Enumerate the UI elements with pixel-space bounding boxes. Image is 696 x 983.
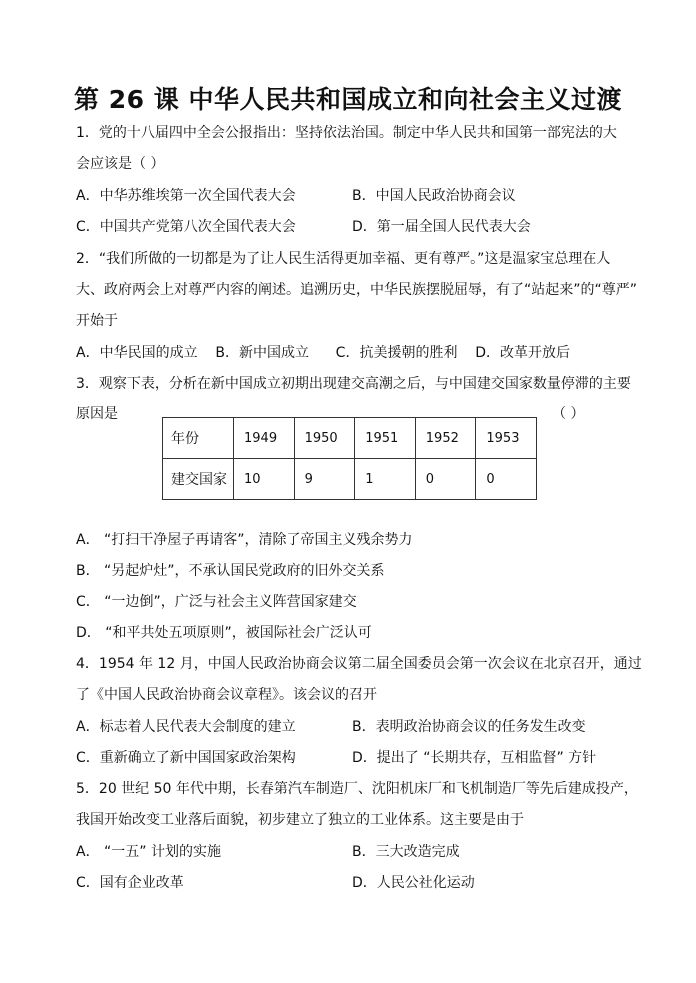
q4-stem-line1: 4．1954 年 12 月，中国人民政治协商会议第二届全国委员会第一次会议在北京召开，通过 <box>76 656 642 672</box>
q5-stem-line2: 我国开始改变工业落后面貌，初步建立了独立的工业体系。这主要是由于 <box>76 812 524 828</box>
q4-option-c: C．重新确立了新中国国家政治架构 <box>76 750 296 766</box>
table-cell-count: 1 <box>355 459 416 500</box>
table-header-label: 年份 <box>163 418 234 459</box>
q3-option-b: B． “另起炉灶”，不承认国民党政府的旧外交关系 <box>76 563 385 579</box>
table-cell-year: 1950 <box>294 418 355 459</box>
q4-option-b: B．表明政治协商会议的任务发生改变 <box>352 719 586 735</box>
q2-stem-line3: 开始于 <box>76 313 118 329</box>
q1-option-d: D．第一届全国人民代表大会 <box>352 219 531 235</box>
q4-option-d: D．提出了 “长期共存，互相监督” 方针 <box>352 750 597 766</box>
table-cell-year: 1952 <box>415 418 476 459</box>
q4-stem-line2: 了《中国人民政治协商会议章程》。该会议的召开 <box>76 687 377 703</box>
q3-option-a: A． “打扫干净屋子再请客”，清除了帝国主义残余势力 <box>76 532 413 548</box>
q1-stem-line1: 1．党的十八届四中全会公报指出：坚持依法治国。制定中华人民共和国第一部宪法的大 <box>76 125 617 141</box>
q5-option-d: D．人民公社化运动 <box>352 875 475 891</box>
q3-option-d: D． “和平共处五项原则”，被国际社会广泛认可 <box>76 625 372 641</box>
q4-option-a: A．标志着人民代表大会制度的建立 <box>76 719 296 735</box>
table-row <box>163 459 537 500</box>
q5-option-b: B．三大改造完成 <box>352 844 460 860</box>
table-cell-count: 10 <box>234 459 295 500</box>
q2-options: A．中华民国的成立 B．新中国成立 C．抗美援朝的胜利 D．改革开放后 <box>76 345 571 361</box>
q5-option-a: A． “一五” 计划的实施 <box>76 844 221 860</box>
q5-stem-line1: 5．20 世纪 50 年代中期，长春第汽车制造厂、沈阳机床厂和飞机制造厂等先后建成投产， <box>76 781 638 797</box>
q1-option-c: C．中国共产党第八次全国代表大会 <box>76 219 296 235</box>
q1-option-b: B．中国人民政治协商会议 <box>352 188 516 204</box>
q1-stem-line2: 会应该是（ ） <box>76 156 165 172</box>
q3-option-c: C． “一边倒”，广泛与社会主义阵营国家建交 <box>76 594 357 610</box>
table-cell-count: 9 <box>294 459 355 500</box>
q3-stem-line1: 3．观察下表，分析在新中国成立初期出现建交高潮之后，与中国建交国家数量停滞的主要 <box>76 376 631 392</box>
q3-stem-line2: 原因是 <box>76 406 118 422</box>
q1-option-a: A．中华苏维埃第一次全国代表大会 <box>76 188 296 204</box>
q3-answer-paren: （ ） <box>552 406 585 422</box>
q2-stem-line2: 大、政府两会上对尊严内容的阐述。追溯历史，中华民族摆脱屈辱，有了“站起来”的“尊严” <box>76 282 638 298</box>
table-cell-year: 1949 <box>234 418 295 459</box>
table-cell-year: 1951 <box>355 418 416 459</box>
table-cell-count: 0 <box>476 459 537 500</box>
q2-stem-line1: 2．“我们所做的一切都是为了让人民生活得更加幸福、更有尊严。”这是温家宝总理在人 <box>76 251 611 267</box>
diplomatic-relations-table <box>162 417 537 500</box>
table-cell-year: 1953 <box>476 418 537 459</box>
table-row <box>163 418 537 459</box>
table-row-label: 建交国家 <box>163 459 234 500</box>
q5-option-c: C．国有企业改革 <box>76 875 184 891</box>
table-cell-count: 0 <box>415 459 476 500</box>
page-title: 第 26 课 中华人民共和国成立和向社会主义过渡 <box>74 85 622 114</box>
